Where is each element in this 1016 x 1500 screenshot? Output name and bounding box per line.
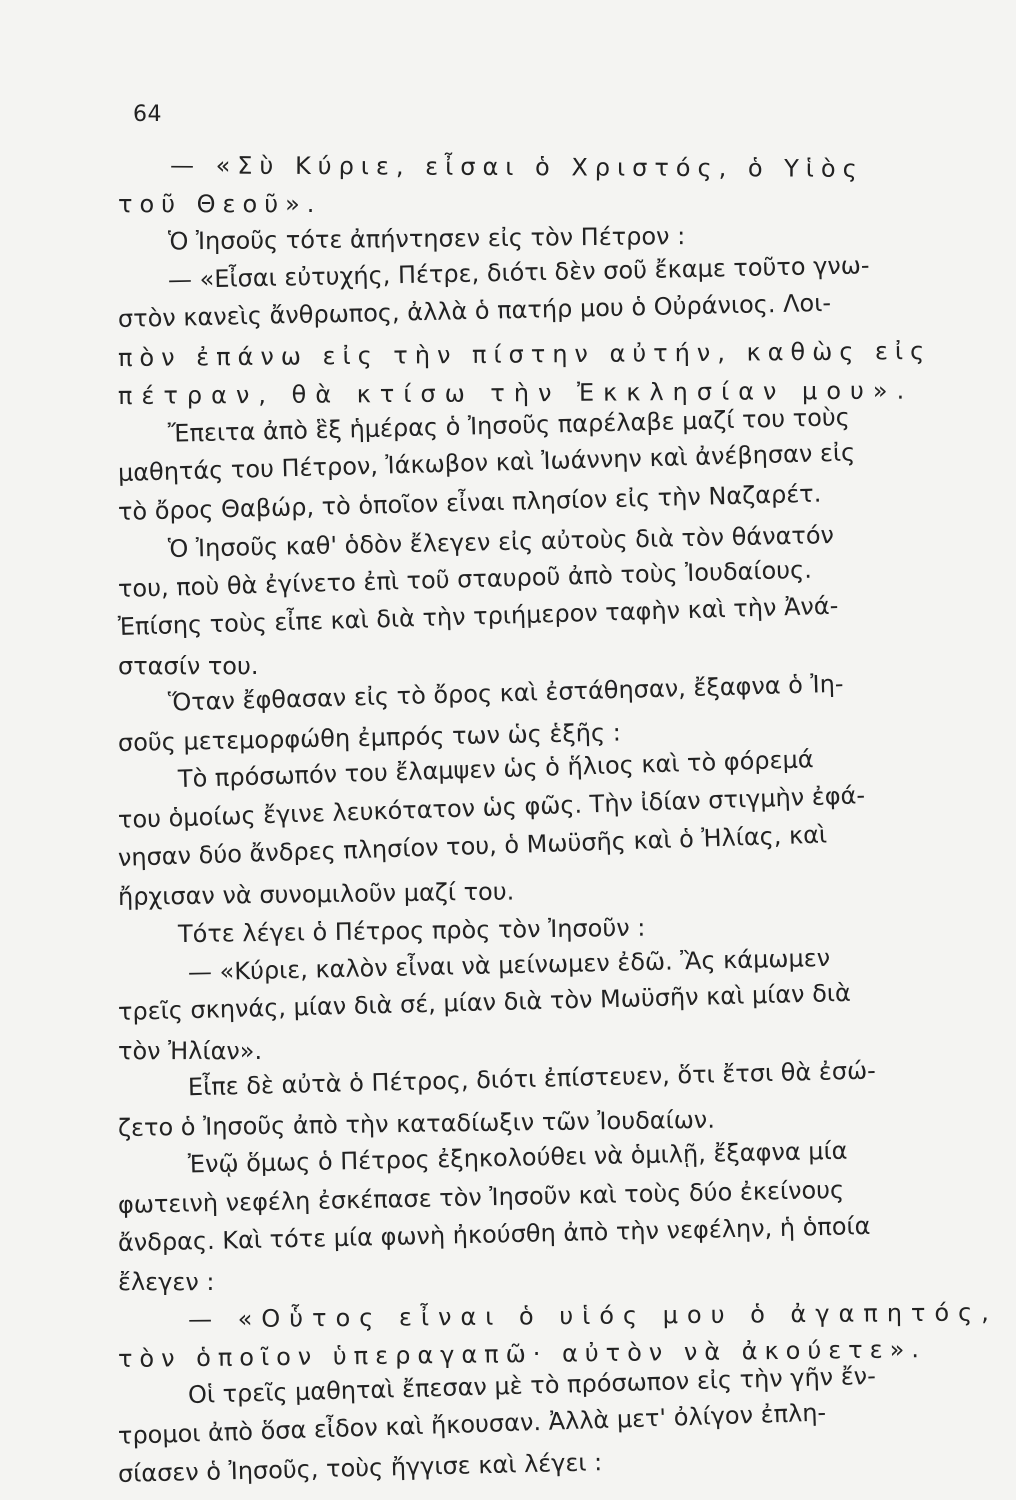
text-line: σοῦς μετεμορφώθη ἐμπρός των ὡς ἑξῆς : [117, 717, 622, 757]
text-line: Ἐνῷ ὅμως ὁ Πέτρος ἐξηκολούθει νὰ ὁμιλῇ, ἔξαφνα μία [187, 1136, 848, 1179]
text-line: στασίν του. [118, 651, 259, 680]
text-line: τὸν Ἠλίαν». [118, 1036, 263, 1065]
text-line: Τότε λέγει ὁ Πέτρος πρὸς τὸν Ἰησοῦν : [177, 913, 646, 949]
text-line: Ἔπειτα ἀπὸ ἓξ ἡμέρας ὁ Ἰησοῦς παρέλαβε μαζί του τοὺς [167, 402, 851, 448]
text-line: ἄνδρας. Καὶ τότε μία φωνὴ ἠκούσθη ἀπὸ τὴν νεφέλην, ἡ ὁποία [117, 1211, 871, 1257]
text-line: τὸν ὁποῖον ὑπεραγαπῶ· αὐτὸν νὰ ἀκούετε». [117, 1334, 927, 1373]
text-line: — «Σὺ Κύριε, εἶσαι ὁ Χριστός, ὁ Υἱὸς [169, 151, 864, 183]
text-line: τρεῖς σκηνάς, μίαν διὰ σέ, μίαν διὰ τὸν Μωϋσῆν καὶ μίαν διὰ [117, 978, 852, 1026]
text-line: ἤρχισαν νὰ συνομιλοῦν μαζί του. [117, 876, 515, 911]
text-line: τοῦ Θεοῦ». [118, 189, 322, 218]
text-line: — «Οὗτος εἶναι ὁ υἱός μου ὁ ἀγαπητός, [187, 1298, 998, 1334]
text-line: ζετο ὁ Ἰησοῦς ἀπὸ τὴν καταδίωξιν τῶν Ἰουδαίων. [117, 1105, 716, 1142]
text-line: πὸν ἐπάνω εἰς τὴν πίστην αὐτήν, καθὼς εἰς [117, 336, 932, 372]
text-line: σίασεν ὁ Ἰησοῦς, τοὺς ἤγγισε καὶ λέγει : [117, 1448, 603, 1488]
text-line: Ὅταν ἔφθασαν εἰς τὸ ὄρος καὶ ἐστάθησαν, ἔξαφνα ὁ Ἰη- [167, 669, 844, 717]
text-line: Ὁ Ἰησοῦς τότε ἀπήντησεν εἰς τὸν Πέτρον : [167, 222, 686, 256]
text-line: Ὁ Ἰησοῦς καθ' ὁδὸν ἔλεγεν εἰς αὐτοὺς διὰ τὸν θάνατόν [167, 521, 835, 563]
text-line: Τὸ πρόσωπόν του ἔλαμψεν ὡς ὁ ἥλιος καὶ τὸ φόρεμά [177, 745, 815, 794]
page-number: 64 [133, 102, 162, 127]
text-line: — «Εἶσαι εὐτυχής, Πέτρε, διότι δὲν σοῦ ἔκαμε τοῦτο γνω- [167, 250, 870, 294]
text-line: στὸν κανεὶς ἄνθρωπος, ἀλλὰ ὁ πατήρ μου ὁ Οὐράνιος. Λοι- [117, 288, 832, 333]
text-line: ἔλεγεν : [118, 1267, 215, 1296]
text-line: νησαν δύο ἄνδρες πλησίον του, ὁ Μωϋσῆς καὶ ὁ Ἠλίας, καὶ [117, 820, 828, 872]
text-line: τρομοι ἀπὸ ὅσα εἶδον καὶ ἤκουσαν. Ἀλλὰ μετ' ὀλίγον ἐπλη- [117, 1398, 827, 1450]
text-line: Εἶπε δὲ αὐτὰ ὁ Πέτρος, διότι ἐπίστευεν, ὅτι ἔτσι θὰ ἐσώ- [187, 1056, 877, 1102]
text-line: τὸ ὄρος Θαβώρ, τὸ ὁποῖον εἶναι πλησίον εἰς τὴν Ναζαρέτ. [117, 479, 822, 526]
text-line: φωτεινὴ νεφέλη ἐσκέπασε τὸν Ἰησοῦν καὶ τοὺς δύο ἐκείνους [117, 1175, 845, 1219]
text-line: Ἐπίσης τοὺς εἶπε καὶ διὰ τὴν τριήμερον ταφὴν καὶ τὴν Ἀνά- [117, 591, 839, 641]
text-line: — «Κύριε, καλὸν εἶναι νὰ μείνωμεν ἐδῶ. Ἂς κάμωμεν [187, 943, 831, 986]
text-line: του, ποὺ θὰ ἐγίνετο ἐπὶ τοῦ σταυροῦ ἀπὸ τοὺς Ἰουδαίους. [117, 555, 813, 603]
text-line: του ὁμοίως ἔγινε λευκότατον ὡς φῶς. Τὴν ἰδίαν στιγμὴν ἐφά- [117, 780, 866, 834]
text-line: πέτραν, θὰ κτίσω τὴν Ἐκκλησίαν μου». [117, 376, 914, 410]
text-line: μαθητάς του Πέτρον, Ἰάκωβον καὶ Ἰωάννην καὶ ἀνέβησαν εἰς [117, 438, 856, 487]
body-text [117, 146, 998, 1494]
text-line: Οἱ τρεῖς μαθηταὶ ἔπεσαν μὲ τὸ πρόσωπον εἰς τὴν γῆν ἔν- [187, 1361, 877, 1410]
